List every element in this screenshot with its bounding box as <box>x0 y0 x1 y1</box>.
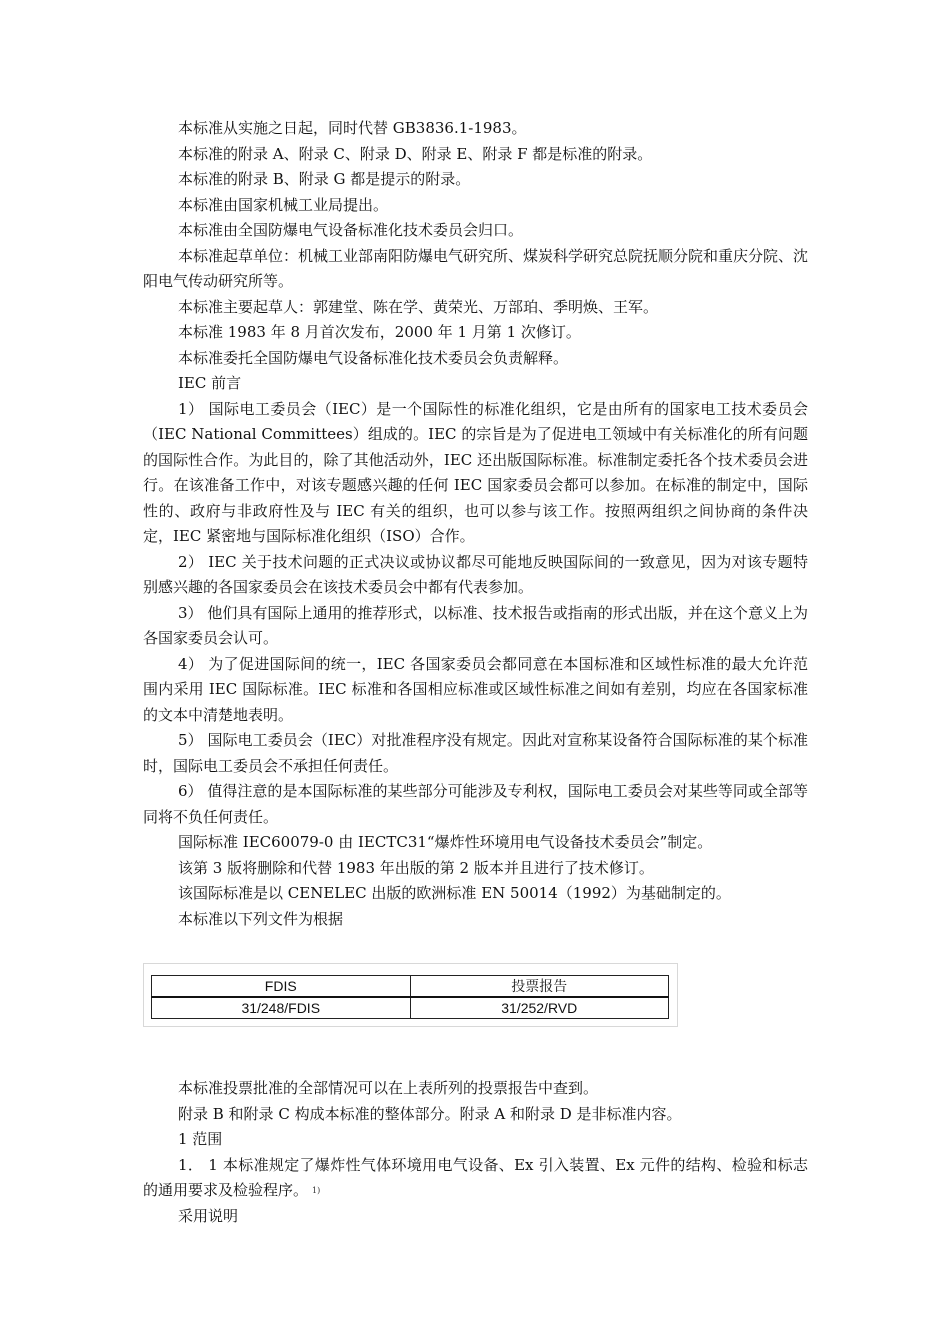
table-cell: 31/248/FDIS <box>152 997 411 1019</box>
section-heading: 1 范围 <box>178 1130 223 1148</box>
scope-clause-text: 1． 1 本标准规定了爆炸性气体环境用电气设备、Ex 引入装置、Ex 元件的结构、检验和标志的通用要求及检验程序。 <box>143 1155 808 1199</box>
paragraph: 1） 国际电工委员会（IEC）是一个国际性的标准化组织，它是由所有的国家电工技术委员会（IEC National Committees）组成的。IEC 的宗旨是为了促进电工领域中有关标准化的所有问题的国际性合作。为此目的，除了其他活动外，IEC 还出版国际标准。标准制定委托各个技术委员会进行。在该准备工作中，对该专题感兴趣的任何 IEC 国家委员会都可以参加。在标准的制定中，国际性的、政府与非政府性及与 IEC 有关的组织，也可以参与该工作。按照两组织之间协商的条件决定，IEC 紧密地与国际标准化组织（ISO）合作。 <box>143 399 808 545</box>
paragraph: 2） IEC 关于技术问题的正式决议或协议都尽可能地反映国际间的一致意见，因为对该专题特别感兴趣的各国家委员会在该技术委员会中都有代表参加。 <box>143 552 808 596</box>
section-heading: 采用说明 <box>178 1206 239 1225</box>
paragraph <box>143 1153 808 1204</box>
paragraph: 6） 值得注意的是本国际标准的某些部分可能涉及专利权，国际电工委员会对某些等同或全部等同将不负任何责任。 <box>143 782 808 826</box>
paragraph: 本标准的附录 B、附录 G 都是提示的附录。 <box>178 170 471 188</box>
table-header-row <box>152 976 669 998</box>
paragraph: 5） 国际电工委员会（IEC）对批准程序没有规定。因此对宣称某设备符合国际标准的某个标准时，国际电工委员会不承担任何责任。 <box>143 731 808 775</box>
paragraph: 该国际标准是以 CENELEC 出版的欧洲标准 EN 50014（1992）为基础制定的。 <box>178 884 731 902</box>
table-header-cell: 投票报告 <box>410 976 669 998</box>
preface-text <box>143 116 808 932</box>
table-row <box>152 997 669 1019</box>
paragraph: 本标准的附录 A、附录 C、附录 D、附录 E、附录 F 都是标准的附录。 <box>178 144 653 163</box>
paragraph: 国际标准 IEC60079-0 由 IECTC31“爆炸性环境用电气设备技术委员会”制定。 <box>178 833 713 851</box>
paragraph: 本标准投票批准的全部情况可以在上表所列的投票报告中查到。 <box>178 1079 599 1097</box>
paragraph: 本标准由国家机械工业局提出。 <box>178 195 389 214</box>
paragraph: 本标准 1983 年 8 月首次发布，2000 年 1 月第 1 次修订。 <box>178 323 581 341</box>
paragraph: 该第 3 版将删除和代替 1983 年出版的第 2 版本并且进行了技术修订。 <box>178 858 654 877</box>
paragraph: 4） 为了促进国际间的统一，IEC 各国家委员会都同意在本国标准和区域性标准的最大允许范围内采用 IEC 国际标准。IEC 标准和各国相应标准或区域性标准之间如有差别，均应在各国家标准的文本中清楚地表明。 <box>143 654 808 724</box>
paragraph: 附录 B 和附录 C 构成本标准的整体部分。附录 A 和附录 D 是非标准内容。 <box>178 1104 682 1123</box>
paragraph: 本标准以下列文件为根据 <box>178 909 344 928</box>
footnote-mark: 1) <box>312 1186 321 1196</box>
paragraph: 3） 他们具有国际上通用的推荐形式，以标准、技术报告或指南的形式出版，并在这个意义上为各国家委员会认可。 <box>143 603 808 647</box>
table-header-cell: FDIS <box>152 976 411 998</box>
paragraph: 本标准主要起草人：郭建堂、陈在学、黄荣光、万部珀、季明焕、王军。 <box>178 297 659 316</box>
paragraph: 本标准从实施之日起，同时代替 GB3836.1-1983。 <box>178 119 527 137</box>
iec-preface-heading: IEC 前言 <box>178 374 242 392</box>
table-cell: 31/252/RVD <box>410 997 669 1019</box>
paragraph: 本标准起草单位：机械工业部南阳防爆电气研究所、煤炭科学研究总院抚顺分院和重庆分院、沈阳电气传动研究所等。 <box>143 246 809 290</box>
paragraph: 本标准委托全国防爆电气设备标准化技术委员会负责解释。 <box>178 348 569 367</box>
scope-text <box>143 1076 808 1229</box>
paragraph: 本标准由全国防爆电气设备标准化技术委员会归口。 <box>178 221 524 239</box>
vote-table <box>151 975 669 1019</box>
